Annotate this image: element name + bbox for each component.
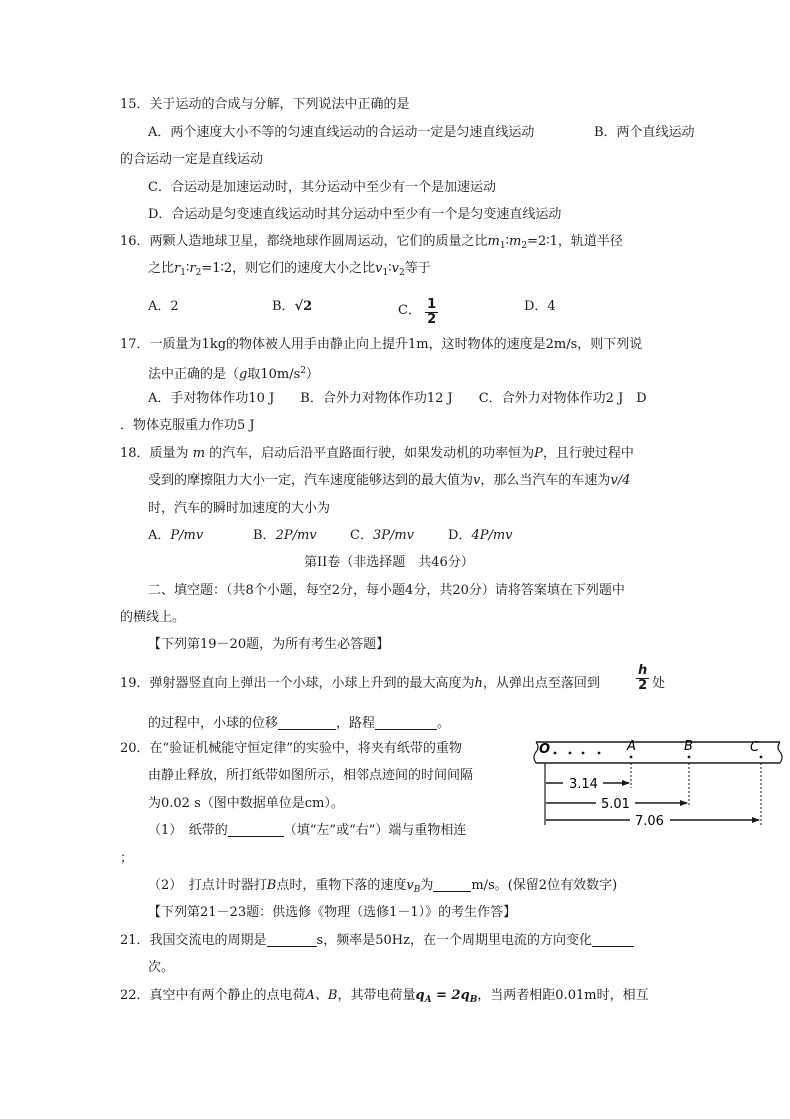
dim-b-arrowhead — [680, 800, 688, 806]
q16-option-c: C． $\frac{1}{2}$ — [398, 297, 437, 327]
section-instructions: 二、填空题：（共8个小题，每空2分，每小题4分，共20分）请将答案填在下列题中 — [148, 583, 625, 598]
q16-option-b: B．√2 — [272, 299, 313, 314]
dim-a-arrowhead — [622, 780, 630, 786]
q15-option-b-cont: 的合运动一定是直线运动 — [120, 152, 264, 167]
q19-stem-end: 处 — [652, 676, 666, 691]
q19-fraction: $\frac{h}{2}$ — [638, 663, 648, 693]
q19-line2: 的过程中，小球的位移 ，路程 。 — [148, 716, 451, 731]
q20-sub1-end: ； — [120, 851, 134, 866]
required-note: 【下列第19－20题，为所有考生必答题】 — [148, 637, 390, 652]
q20-line1: 20．在“验证机械能守恒定律”的实验中，将夹有纸带的重物 — [120, 741, 462, 756]
q21-line1: 21．我国交流电的周期是 s，频率是50Hz，在一个周期里电流的方向变化 — [120, 932, 634, 950]
q22-charge-equation: $q_A = 2q_B$ — [415, 988, 478, 1005]
tape-dot-b — [688, 756, 691, 759]
label-a: A — [627, 739, 636, 754]
q21-period-blank[interactable] — [267, 932, 317, 947]
q15-option-a: A．两个速度大小不等的匀速直线运动的合运动一定是匀速直线运动 — [148, 125, 535, 140]
q18-option-a: A．P/mv — [148, 528, 204, 543]
q19-distance-blank[interactable] — [375, 715, 437, 730]
q17-stem-cont: 法中正确的是（g取$10m/s^2$） — [148, 366, 320, 382]
tape-dot — [582, 752, 585, 755]
q15-stem: 15．关于运动的合成与分解，下列说法中正确的是 — [120, 97, 410, 112]
q18-stem: 18．质量为 m 的汽车，启动后沿平直路面行驶，如果发动机的功率恒为P，且行驶过程中 — [120, 446, 634, 461]
q15-option-c: C．合运动是加速运动时，其分运动中至少有一个是加速运动 — [148, 180, 496, 195]
tape-dot — [598, 752, 601, 755]
q18-option-c: C．3P/mv — [350, 528, 415, 543]
paper-tape-figure — [533, 733, 783, 833]
q20-sub2: （2） 打点计时器打B点时，重物下落的速度$v_B$为 m/s。(保留2位有效数字) — [148, 878, 618, 895]
q21-line2: 次。 — [148, 960, 175, 975]
dim-c-value: 7.06 — [635, 814, 664, 829]
q20-end-blank[interactable] — [228, 822, 284, 837]
q18-option-b: B．2P/mv — [253, 528, 317, 543]
q20-line2: 由静止释放，所打纸带如图所示，相邻点迹间的时间间隔 — [148, 768, 474, 783]
q20-line3: 为0.02 s（图中数据单位是cm）。 — [148, 796, 344, 811]
q15-option-b: B．两个直线运动 — [594, 125, 695, 140]
dim-b-value: 5.01 — [601, 797, 630, 812]
q16-option-d: D．4 — [524, 299, 556, 314]
q22-line: 22．真空中有两个静止的点电荷A、B，其带电荷量$q_A = 2q_B$，当两者相距0.01m时，相互 — [120, 988, 649, 1005]
q17-stem: 17．一质量为1kg的物体被人用手由静止向上提升1m，这时物体的速度是2m/s，则下列说 — [120, 337, 643, 352]
label-o: O — [539, 742, 551, 757]
q18-stem-line2: 受到的摩擦阻力大小一定，汽车速度能够达到的最大值为v，那么当汽车的车速为v/4 — [148, 473, 631, 488]
dim-c-arrowhead — [752, 817, 760, 823]
tape-left-torn-edge — [534, 742, 538, 763]
tape-dot — [554, 752, 557, 755]
q20-velocity-blank[interactable] — [433, 877, 471, 892]
dim-a-value: 3.14 — [569, 777, 598, 792]
elective-note: 【下列第21－23题：供选修《物理（选修1－1）》的考生作答】 — [148, 905, 517, 920]
tape-right-torn-edge — [778, 742, 782, 763]
q17-option-d: ．物体克服重力作功5 J — [120, 418, 255, 433]
label-b: B — [684, 739, 693, 754]
section-instructions-cont: 的横线上。 — [120, 610, 186, 625]
tape-dot-c — [760, 756, 763, 759]
label-c: C — [750, 740, 760, 755]
q16-option-a: A．2 — [148, 299, 179, 314]
q18-stem-line3: 时，汽车的瞬时加速度的大小为 — [148, 501, 331, 516]
q18-option-d: D．4P/mv — [448, 528, 513, 543]
q15-option-d: D．合运动是匀变速直线运动时其分运动中至少有一个是匀变速直线运动 — [148, 207, 562, 222]
q19-stem: 19．弹射器竖直向上弹出一个小球，小球上升到的最大高度为h，从弹出点至落回到 — [120, 676, 600, 691]
q16-fraction: $\frac{1}{2}$ — [427, 297, 437, 327]
q16-stem-cont: 之比$r_1∶r_2=1∶2$，则它们的速度大小之比$v_1∶v_2$等于 — [148, 261, 431, 278]
tape-dot-a — [630, 756, 633, 759]
tape-dot — [569, 752, 572, 755]
q20-sub1: （1） 纸带的 （填“左”或“右”）端与重物相连 — [148, 823, 467, 838]
q21-changes-blank[interactable] — [592, 932, 634, 947]
q19-displacement-blank[interactable] — [278, 715, 336, 730]
section-title: 第II卷（非选择题 共46分） — [304, 555, 474, 570]
q17-options: A．手对物体作功10 J B．合外力对物体作功12 J C．合外力对物体作功2 J D — [148, 391, 647, 406]
q16-stem: 16．两颗人造地球卫星，都绕地球作圆周运动，它们的质量之比$m_1∶m_2=2∶1$，轨道半径 — [120, 234, 623, 251]
